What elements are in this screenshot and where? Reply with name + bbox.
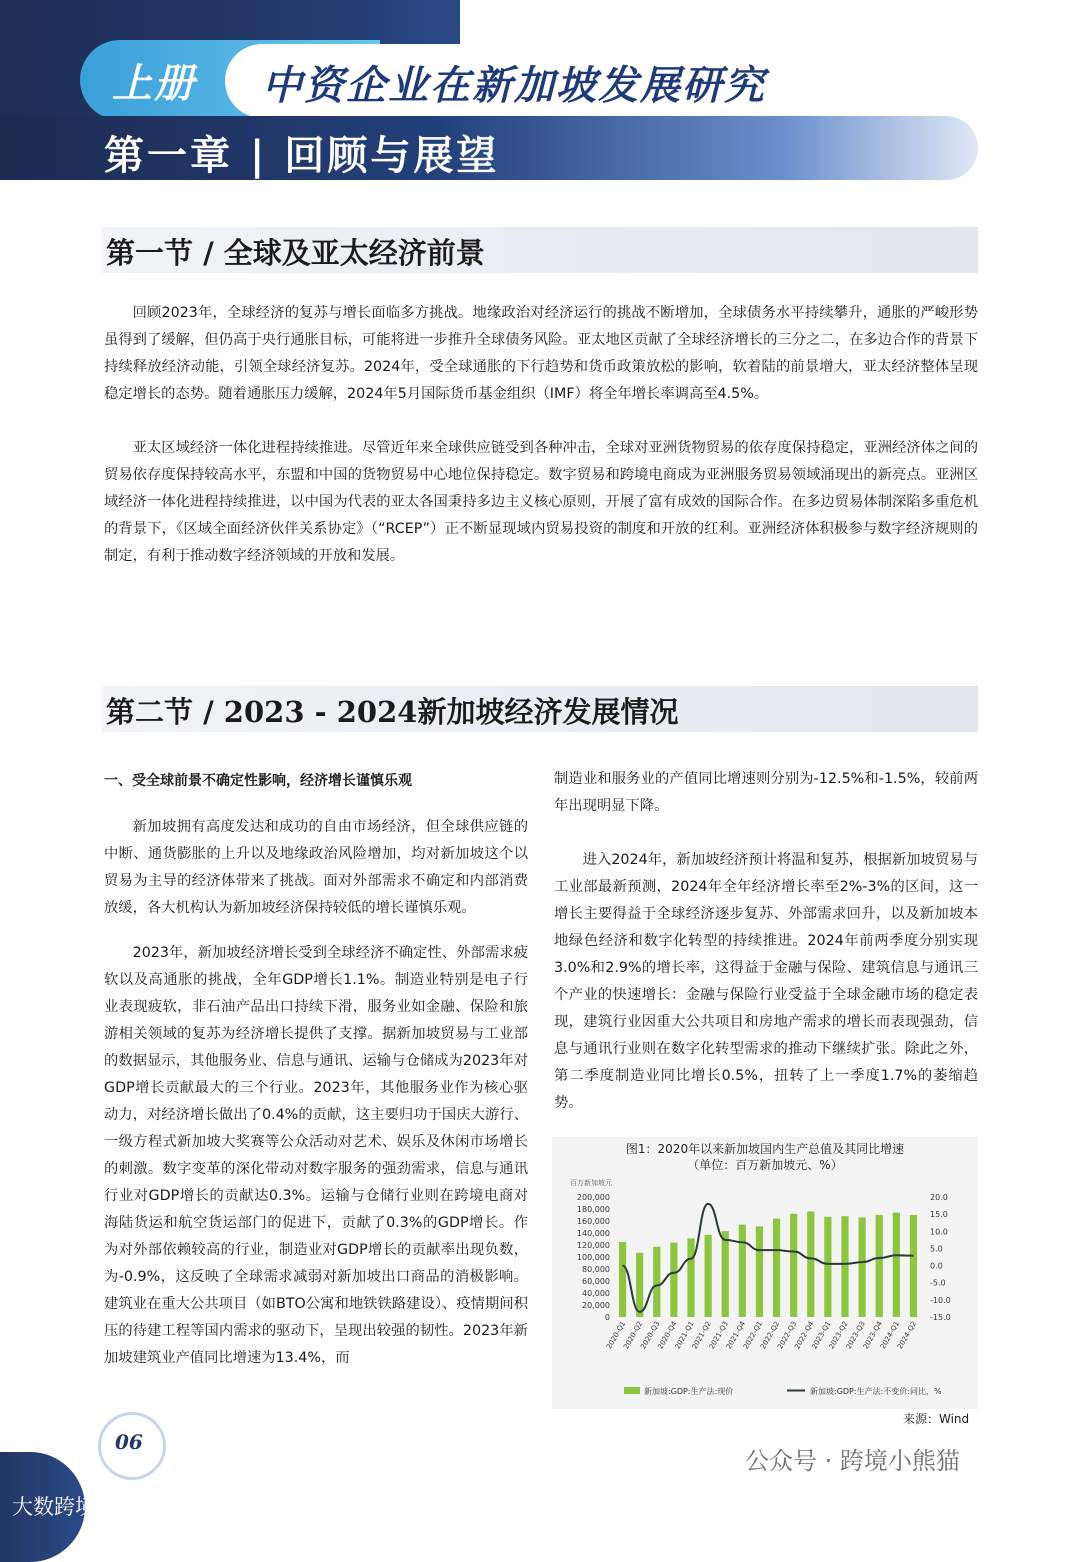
gdp-bar xyxy=(841,1216,848,1317)
x-tick-label: 2023-Q1 xyxy=(810,1320,833,1351)
right-tick-label: 20.0 xyxy=(930,1193,948,1202)
right-tick-label: 15.0 xyxy=(930,1210,948,1220)
gdp-bar xyxy=(824,1217,831,1317)
x-tick-label: 2020-Q4 xyxy=(656,1320,679,1351)
gdp-bar xyxy=(636,1253,643,1317)
section2-right-column xyxy=(554,766,978,1117)
chart-source: 来源：Wind xyxy=(903,1412,970,1426)
chart-subtitle: （单位：百万新加坡元、%） xyxy=(687,1158,843,1172)
x-tick-label: 2022-Q3 xyxy=(776,1320,799,1351)
x-tick-label: 2021-Q1 xyxy=(673,1320,696,1351)
page-number: 06 xyxy=(115,1430,143,1454)
gdp-bar xyxy=(756,1226,763,1317)
x-tick-label: 2020-Q1 xyxy=(605,1320,628,1351)
volume-label: 上册 xyxy=(112,60,196,107)
right-tick-label: 5.0 xyxy=(930,1244,943,1254)
gdp-bar xyxy=(670,1243,677,1317)
gdp-bar xyxy=(619,1242,626,1317)
gdp-bar xyxy=(876,1215,883,1317)
section2-left-column xyxy=(104,770,528,1372)
growth-line xyxy=(623,1204,914,1312)
right-tick-label: 0.0 xyxy=(930,1261,943,1271)
gdp-bar xyxy=(807,1211,814,1317)
x-tick-label: 2022-Q2 xyxy=(759,1320,782,1351)
section2-title: 第二节 / 2023 - 2024新加坡经济发展情况 xyxy=(106,695,679,729)
x-tick-label: 2021-Q3 xyxy=(707,1320,730,1351)
x-tick-label: 2020-Q2 xyxy=(622,1320,645,1351)
left-paragraph: 2023年，新加坡经济增长受到全球经济不确定性、外部需求疲软以及高通胀的挑战，全年GDP增长1.1%。制造业特别是电子行业表现疲软，非石油产品出口持续下滑，服务业如金融、保险和旅游相关领域的复苏为经济增长提供了支撑。据新加坡贸易与工业部的数据显示，其他服务业、信息与通讯、运输与仓储成为2023年对GDP增长贡献最大的三个行业。2023年，其他服务业作为核心驱动力，对经济增长做出了0.4%的贡献，这主要归功于国庆大游行、一级方程式新加坡大奖赛等公众活动对艺术、娱乐及休闲市场增长的刺激。数字变革的深化带动对数字服务的强劲需求，信息与通讯行业对GDP增长的贡献达0.3%。运输与仓储行业则在跨境电商对海陆货运和航空货运部门的促进下，贡献了0.3%的GDP增长。作为对外部依赖较高的行业，制造业对GDP增长的贡献率出现负数，为-0.9%，这反映了全球需求减弱对新加坡出口商品的消极影响。建筑业在重大公共项目（如BTO公寓和地铁铁路建设）、疫情期间积压的待建工程等国内需求的驱动下，呈现出较强的韧性。2023年新加坡建筑业产值同比增速为13.4%，而 xyxy=(104,945,528,1366)
section1-title: 第一节 / 全球及亚太经济前景 xyxy=(106,236,485,270)
left-tick-label: 200,000 xyxy=(576,1193,610,1202)
section1-paragraph: 回顾2023年，全球经济的复苏与增长面临多方挑战。地缘政治对经济运行的挑战不断增加，全球债务水平持续攀升，通胀的严峻形势虽得到了缓解，但仍高于央行通胀目标，可能将进一步推升全球债务风险。亚太地区贡献了全球经济增长的三分之二，在多边合作的背景下持续释放经济动能，引领全球经济复苏。2024年，受全球通胀的下行趋势和货币政策放松的影响，软着陆的前景增大，亚太经济整体呈现稳定增长的态势。随着通胀压力缓解，2024年5月国际货币基金组织（IMF）将全年增长率调高至4.5%。 xyxy=(104,305,978,402)
right-tick-label: -15.0 xyxy=(930,1313,951,1322)
left-tick-label: 80,000 xyxy=(582,1265,610,1274)
right-tick-label: 10.0 xyxy=(930,1227,948,1237)
gdp-bar xyxy=(739,1225,746,1317)
left-tick-label: 20,000 xyxy=(582,1301,610,1310)
right-paragraph-cont: 制造业和服务业的产值同比增速则分别为-12.5%和-1.5%，较前两年出现明显下降。 xyxy=(554,771,978,814)
x-tick-label: 2023-Q2 xyxy=(827,1320,850,1351)
left-tick-label: 40,000 xyxy=(582,1289,610,1298)
x-tick-label: 2021-Q4 xyxy=(724,1320,748,1351)
gdp-bar xyxy=(687,1238,694,1317)
watermark: 公众号 · 跨境小熊猫 xyxy=(745,1447,960,1475)
right-tick-label: -10.0 xyxy=(930,1295,951,1305)
legend-bar-swatch xyxy=(624,1387,640,1394)
right-tick-label: -5.0 xyxy=(930,1278,946,1288)
gdp-bar xyxy=(722,1231,729,1317)
x-tick-label: 2023-Q4 xyxy=(861,1320,884,1351)
legend-line-label: 新加坡:GDP:生产法:不变价:同比，% xyxy=(810,1387,942,1396)
x-tick-label: 2020-Q3 xyxy=(639,1320,662,1351)
legend-bar-label: 新加坡:GDP:生产法:现价 xyxy=(644,1387,734,1396)
x-tick-label: 2024-Q1 xyxy=(878,1320,902,1351)
gdp-bar xyxy=(893,1213,900,1317)
watermark-2: 大数跨境 xyxy=(12,1495,96,1519)
left-tick-label: 160,000 xyxy=(576,1217,610,1226)
left-paragraph: 新加坡拥有高度发达和成功的自由市场经济，但全球供应链的中断、通货膨胀的上升以及地缘政治风险增加，均对新加坡这个以贸易为主导的经济体带来了挑战。面对外部需求不确定和内部消费放缓，各大机构认为新加坡经济保持较低的增长谨慎乐观。 xyxy=(104,819,528,916)
gdp-chart xyxy=(552,1137,978,1409)
x-tick-label: 2021-Q2 xyxy=(690,1320,713,1351)
x-tick-label: 2022-Q4 xyxy=(793,1320,816,1351)
chart-svg xyxy=(552,1137,978,1409)
gdp-bar xyxy=(705,1235,712,1317)
subheading: 一、受全球前景不确定性影响，经济增长谨慎乐观 xyxy=(104,773,412,789)
book-title: 中资企业在新加坡发展研究 xyxy=(262,62,766,109)
section1-paragraph: 亚太区域经济一体化进程持续推进。尽管近年来全球供应链受到各种冲击，全球对亚洲货物贸易的依存度保持稳定，亚洲经济体之间的贸易依存度保持较高水平，东盟和中国的货物贸易中心地位保持稳定。数字贸易和跨境电商成为亚洲服务贸易领域涌现出的新亮点。亚洲区域经济一体化进程持续推进，以中国为代表的亚太各国秉持多边主义核心原则，开展了富有成效的国际合作。在多边贸易体制深陷多重危机的背景下，《区域全面经济伙伴关系协定》（“RCEP”）正不断显现域内贸易投资的制度和开放的红利。亚洲经济体积极参与数字经济规则的制定，有利于推动数字经济领域的开放和发展。 xyxy=(104,440,978,564)
left-tick-label: 180,000 xyxy=(576,1205,610,1214)
left-tick-label: 100,000 xyxy=(576,1253,610,1262)
chart-title: 图1：2020年以来新加坡国内生产总值及其同比增速 xyxy=(625,1142,905,1156)
gdp-bar xyxy=(653,1247,660,1317)
gdp-bar xyxy=(910,1215,917,1317)
gdp-bar xyxy=(773,1219,780,1317)
left-tick-label: 60,000 xyxy=(582,1277,610,1286)
gdp-bar xyxy=(790,1214,797,1317)
chapter-title: 第一章 | 回顾与展望 xyxy=(104,132,500,179)
x-tick-label: 2023-Q3 xyxy=(844,1320,867,1351)
section1-body xyxy=(104,300,978,570)
left-tick-label: 120,000 xyxy=(576,1241,610,1250)
x-tick-label: 2024-Q2 xyxy=(895,1320,919,1351)
right-paragraph: 进入2024年，新加坡经济预计将温和复苏，根据新加坡贸易与工业部最新预测，2024年全年经济增长率至2%-3%的区间，这一增长主要得益于全球经济逐步复苏、外部需求回升，以及新加坡本地绿色经济和数字化转型的持续推进。2024年前两季度分别实现3.0%和2.9%的增长率，这得益于金融与保险、建筑信息与通讯三个产业的快速增长：金融与保险行业受益于全球金融市场的稳定表现，建筑行业因重大公共项目和房地产需求的增长而表现强劲，信息与通讯行业则在数字化转型需求的推动下继续扩张。除此之外，第二季度制造业同比增长0.5%，扭转了上一季度1.7%的萎缩趋势。 xyxy=(554,852,978,1111)
gdp-bar xyxy=(859,1217,866,1317)
left-tick-label: 140,000 xyxy=(576,1229,610,1238)
left-axis-unit: 百万新加坡元 xyxy=(570,1179,612,1187)
left-tick-label: 0 xyxy=(604,1313,610,1322)
x-tick-label: 2022-Q1 xyxy=(741,1320,765,1351)
